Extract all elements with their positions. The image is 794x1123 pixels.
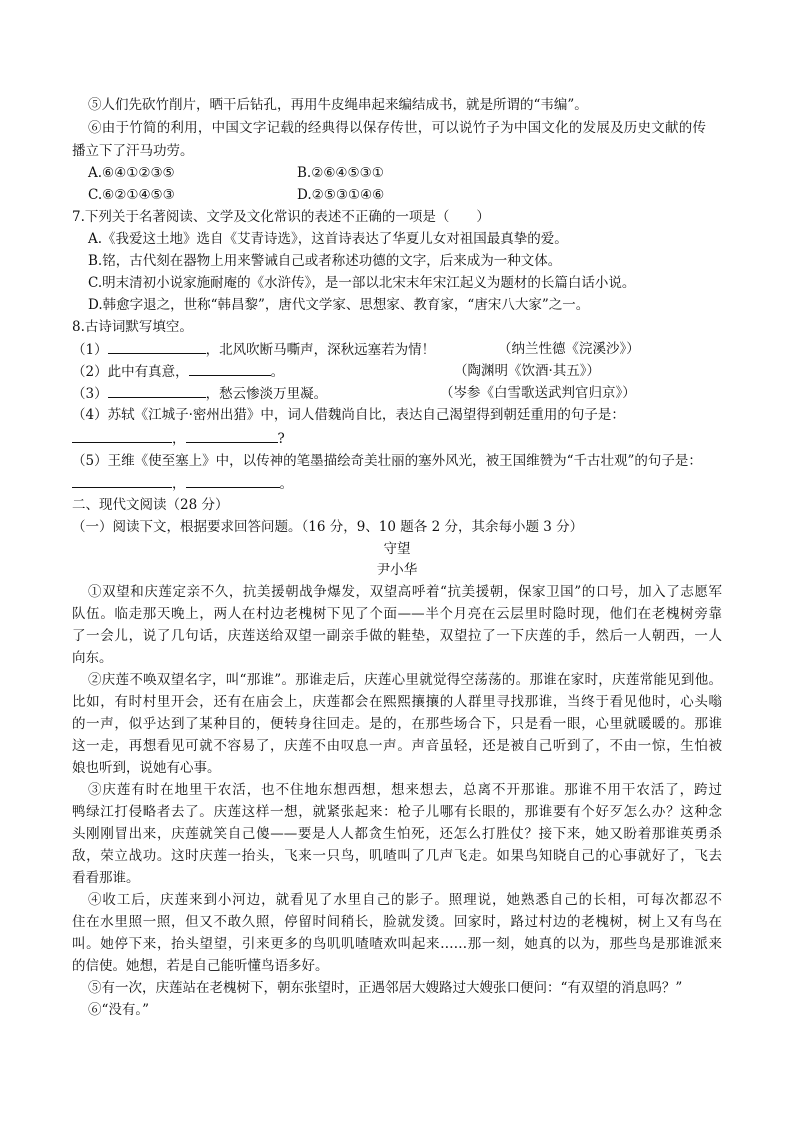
q8-3-number: （3） xyxy=(72,386,108,402)
q8-line-2 xyxy=(72,362,284,381)
passage-p2-line2: 比如，有时村里开会，还有在庙会上，庆莲都会在熙熙攘攘的人群里寻找那谁，当终于看见他时，心头嗡 xyxy=(72,694,722,710)
q6-item-6-line1: ⑥由于竹简的利用，中国文字记载的经典得以保存传世，可以说竹子为中国文化的发展及历史文献的传 xyxy=(88,120,706,136)
q8-line-3 xyxy=(72,384,327,403)
passage-title: 守望 xyxy=(383,541,411,557)
passage-p3-line5: 看看那谁。 xyxy=(72,870,140,886)
q8-5-comma: ， xyxy=(172,476,186,492)
passage-p4-line1: ④收工后，庆莲来到小河边，就看见了水里自己的影子。照理说，她熟悉自己的长相，可每次都忍不 xyxy=(88,892,722,908)
q8-3-text: ，愁云惨淡万里凝。 xyxy=(205,386,328,402)
answer-blank xyxy=(108,340,206,354)
q8-4-comma: ， xyxy=(172,431,186,447)
q8-2-source: （陶渊明《饮酒·其五》） xyxy=(454,363,601,379)
answer-blank xyxy=(186,429,278,443)
passage-p3-line4: 敌，荣立战功。这时庆莲一抬头，飞来一只鸟，叽喳叫了几声飞走。如果鸟知晓自己的心事就好了，飞去 xyxy=(72,848,722,864)
passage-p1-line3: 了一会儿，说了几句话，庆莲送给双望一副亲手做的鞋垫，双望拉了一下庆莲的手，然后一人朝西，一人 xyxy=(72,628,722,644)
passage-p2-line3: 的一声，似乎达到了某种目的，便转身往回走。是的，在那些场合下，只是看一眼，心里就暖暖的。那谁 xyxy=(72,716,722,732)
q8-2-end: 。 xyxy=(270,364,285,380)
passage-author: 尹小华 xyxy=(376,562,418,578)
answer-blank xyxy=(189,362,271,376)
passage-p4-line2: 住在水里照一照，但又不敢久照，停留时间稍长，脸就发烫。回家时，路过村边的老槐树，树上又有鸟在 xyxy=(72,914,722,930)
q8-5-line1: （5）王维《使至塞上》中，以传神的笔墨描绘奇美壮丽的塞外风光，被王国维赞为“千古壮观”的句子是： xyxy=(72,453,702,469)
q6-option-c: C.⑥②①④⑤③ xyxy=(88,187,175,203)
answer-blank xyxy=(186,474,280,488)
passage-p2-line4: 这一走，再想看见可就不容易了，庆莲不由叹息一声。声音虽轻，还是被自己听到了，不由一惊，生怕被 xyxy=(72,738,722,754)
q8-1-text: ，北风吹断马嘶声，深秋远塞若为情！ xyxy=(205,342,436,358)
passage-p2-line5: 娘也听到，说她有心事。 xyxy=(72,760,221,776)
passage-p3-line1: ③庆莲有时在地里干农活，也不住地东想西想，想来想去，总离不开那谁。那谁不用干农活了，跨过 xyxy=(88,782,722,798)
passage-p5: ⑤有一次，庆莲站在老槐树下，朝东张望时，正遇邻居大嫂路过大嫂张口便问：“有双望的消息吗？” xyxy=(88,980,683,996)
q7-option-a: A.《我爱这土地》选自《艾青诗选》，这首诗表达了华夏儿女对祖国最真挚的爱。 xyxy=(88,231,568,247)
q8-line-1 xyxy=(72,340,435,359)
passage-p1-line4: 向东。 xyxy=(72,650,113,666)
q6-item-5: ⑤人们先砍竹削片，晒干后钻孔，再用牛皮绳串起来编结成书，就是所谓的“韦编”。 xyxy=(88,97,588,113)
q8-stem: 8.古诗词默写填空。 xyxy=(72,319,193,335)
q6-option-b: B.②⑥④⑤③① xyxy=(297,165,384,181)
q7-stem: 7.下列关于名著阅读、文学及文化常识的表述不正确的一项是（ ） xyxy=(72,209,490,225)
q8-4-line2 xyxy=(72,429,285,448)
q8-4-question: ? xyxy=(277,431,285,447)
q6-item-6-line2: 播立下了汗马功劳。 xyxy=(72,143,194,159)
section-subheading: （一）阅读下文，根据要求回答问题。（16 分，9、10 题各 2 分，其余每小题 3 分） xyxy=(72,519,584,535)
q8-3-source: （岑参《白雪歌送武判官归京》） xyxy=(440,385,636,401)
passage-p4-line4: 的信使。她想，若是自己能听懂鸟语多好。 xyxy=(72,958,329,974)
passage-p4-line3: 叫。她停下来，抬头望望，引来更多的鸟叽叽喳喳欢叫起来……那一刻，她真的以为，那些鸟是那谁派来 xyxy=(72,936,722,952)
q6-option-d: D.②⑤③①④⑥ xyxy=(297,187,385,203)
q8-5-line2 xyxy=(72,474,293,493)
q8-5-end: 。 xyxy=(279,476,293,492)
q8-4-line1: （4）苏轼《江城子·密州出猎》中，词人借魏尚自比，表达自己渴望得到朝廷重用的句子是： xyxy=(72,407,625,423)
passage-p3-line3: 头刚刚冒出来，庆莲就笑自己傻——要是人人都贪生怕死，还怎么打胜仗？接下来，她又盼着那谁英勇杀 xyxy=(72,826,722,842)
q8-1-number: （1） xyxy=(72,342,108,358)
passage-p1-line2: 队伍。临走那天晚上，两人在村边老槐树下见了个面——半个月亮在云层里时隐时现，他们在老槐树旁靠 xyxy=(72,606,722,622)
section-heading: 二、现代文阅读（28 分） xyxy=(72,497,229,513)
answer-blank xyxy=(72,474,172,488)
q8-2-text: （2）此中有真意， xyxy=(72,364,189,380)
q6-option-a: A.⑥④①②③⑤ xyxy=(88,165,175,181)
passage-p2-line1: ②庆莲不唤双望名字，叫“那谁”。那谁走后，庆莲心里就觉得空荡荡的。那谁在家时，庆莲常能见到他。 xyxy=(88,672,722,688)
q7-option-d: D.韩愈字退之，世称“韩昌黎”，唐代文学家、思想家、教育家，“唐宋八大家”之一。 xyxy=(88,297,590,313)
answer-blank xyxy=(108,384,206,398)
q8-1-source: （纳兰性德《浣溪沙》） xyxy=(498,341,640,357)
q7-option-c: C.明末清初小说家施耐庵的《水浒传》，是一部以北宋末年宋江起义为题材的长篇白话小说。 xyxy=(88,275,636,291)
passage-p3-line2: 鸭绿江打侵略者去了。庆莲这样一想，就紧张起来：枪子儿哪有长眼的，那谁要有个好歹怎么办？这种念 xyxy=(72,804,722,820)
passage-p6: ⑥“没有。” xyxy=(88,1002,150,1018)
passage-p1-line1: ①双望和庆莲定亲不久，抗美援朝战争爆发，双望高呼着“抗美援朝，保家卫国”的口号，加入了志愿军 xyxy=(88,584,722,600)
q7-option-b: B.铭，古代刻在器物上用来警诫自己或者称述功德的文字，后来成为一种文体。 xyxy=(88,253,562,269)
answer-blank xyxy=(72,429,172,443)
